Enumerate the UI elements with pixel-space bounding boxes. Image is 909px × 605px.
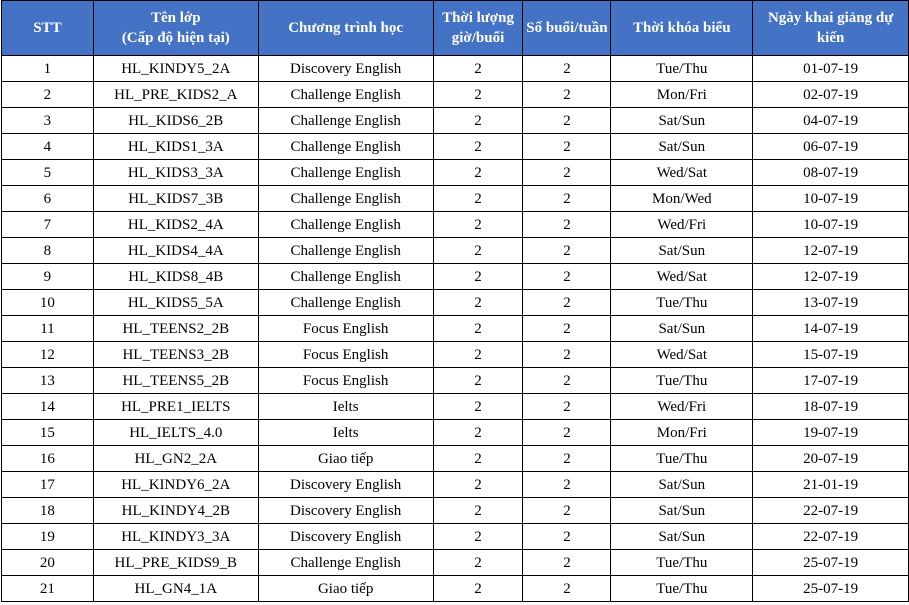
cell-start-date[interactable]: 25-07-19 xyxy=(753,550,909,576)
cell-schedule[interactable]: Sat/Sun xyxy=(611,316,753,342)
cell-schedule[interactable]: Mon/Wed xyxy=(611,186,753,212)
table-row xyxy=(2,82,909,108)
cell-stt[interactable]: 19 xyxy=(2,524,94,550)
cell-program[interactable]: Focus English xyxy=(258,342,433,368)
cell-duration[interactable]: 2 xyxy=(433,316,523,342)
cell-program[interactable]: Challenge English xyxy=(258,290,433,316)
cell-duration[interactable]: 2 xyxy=(433,160,523,186)
cell-stt[interactable]: 21 xyxy=(2,576,94,602)
cell-sessions[interactable]: 2 xyxy=(523,550,611,576)
cell-program[interactable]: Giao tiếp xyxy=(258,576,433,602)
table-row xyxy=(2,264,909,290)
cell-schedule[interactable]: Wed/Sat xyxy=(611,342,753,368)
cell-sessions[interactable]: 2 xyxy=(523,576,611,602)
cell-stt[interactable]: 13 xyxy=(2,368,94,394)
cell-program[interactable]: Focus English xyxy=(258,368,433,394)
cell-start-date[interactable]: 14-07-19 xyxy=(753,316,909,342)
cell-duration[interactable]: 2 xyxy=(433,342,523,368)
cell-start-date[interactable]: 01-07-19 xyxy=(753,56,909,82)
cell-duration[interactable]: 2 xyxy=(433,82,523,108)
cell-class-name[interactable]: HL_KIDS2_4A xyxy=(93,212,258,238)
cell-start-date[interactable]: 20-07-19 xyxy=(753,446,909,472)
cell-sessions[interactable]: 2 xyxy=(523,420,611,446)
cell-stt[interactable]: 3 xyxy=(2,108,94,134)
cell-duration[interactable]: 2 xyxy=(433,212,523,238)
table-row xyxy=(2,186,909,212)
cell-class-name[interactable]: HL_KIDS4_4A xyxy=(93,238,258,264)
cell-schedule[interactable]: Tue/Thu xyxy=(611,368,753,394)
cell-program[interactable]: Challenge English xyxy=(258,82,433,108)
cell-duration[interactable]: 2 xyxy=(433,394,523,420)
cell-class-name[interactable]: HL_KINDY4_2B xyxy=(93,498,258,524)
cell-sessions[interactable]: 2 xyxy=(523,472,611,498)
table-row xyxy=(2,160,909,186)
cell-sessions[interactable]: 2 xyxy=(523,446,611,472)
table-row xyxy=(2,472,909,498)
table-row xyxy=(2,446,909,472)
cell-start-date[interactable]: 19-07-19 xyxy=(753,420,909,446)
cell-program[interactable]: Challenge English xyxy=(258,108,433,134)
cell-start-date[interactable]: 04-07-19 xyxy=(753,108,909,134)
cell-stt[interactable]: 10 xyxy=(2,290,94,316)
cell-program[interactable]: Discovery English xyxy=(258,472,433,498)
cell-sessions[interactable]: 2 xyxy=(523,264,611,290)
cell-sessions[interactable]: 2 xyxy=(523,316,611,342)
cell-start-date[interactable]: 17-07-19 xyxy=(753,368,909,394)
cell-stt[interactable]: 4 xyxy=(2,134,94,160)
cell-class-name[interactable]: HL_KIDS8_4B xyxy=(93,264,258,290)
header-sessions[interactable]: Số buổi/tuần xyxy=(523,1,611,56)
cell-start-date[interactable]: 22-07-19 xyxy=(753,524,909,550)
cell-duration[interactable]: 2 xyxy=(433,446,523,472)
cell-start-date[interactable]: 10-07-19 xyxy=(753,212,909,238)
cell-duration[interactable]: 2 xyxy=(433,108,523,134)
cell-schedule[interactable]: Sat/Sun xyxy=(611,472,753,498)
cell-start-date[interactable]: 21-01-19 xyxy=(753,472,909,498)
cell-program[interactable]: Challenge English xyxy=(258,134,433,160)
cell-duration[interactable]: 2 xyxy=(433,368,523,394)
cell-schedule[interactable]: Sat/Sun xyxy=(611,238,753,264)
cell-class-name[interactable]: HL_GN2_2A xyxy=(93,446,258,472)
cell-stt[interactable]: 7 xyxy=(2,212,94,238)
cell-sessions[interactable]: 2 xyxy=(523,524,611,550)
table-row xyxy=(2,498,909,524)
cell-sessions[interactable]: 2 xyxy=(523,186,611,212)
cell-stt[interactable]: 15 xyxy=(2,420,94,446)
cell-duration[interactable]: 2 xyxy=(433,264,523,290)
cell-class-name[interactable]: HL_TEENS2_2B xyxy=(93,316,258,342)
cell-schedule[interactable]: Tue/Thu xyxy=(611,56,753,82)
cell-class-name[interactable]: HL_PRE1_IELTS xyxy=(93,394,258,420)
cell-class-name[interactable]: HL_KIDS3_3A xyxy=(93,160,258,186)
table-row xyxy=(2,134,909,160)
cell-program[interactable]: Discovery English xyxy=(258,524,433,550)
cell-class-name[interactable]: HL_KINDY6_2A xyxy=(93,472,258,498)
cell-duration[interactable]: 2 xyxy=(433,134,523,160)
cell-stt[interactable]: 11 xyxy=(2,316,94,342)
table-row xyxy=(2,238,909,264)
cell-program[interactable]: Challenge English xyxy=(258,186,433,212)
cell-duration[interactable]: 2 xyxy=(433,56,523,82)
header-class-name[interactable]: Tên lớp (Cấp độ hiện tại) xyxy=(93,1,258,56)
cell-sessions[interactable]: 2 xyxy=(523,368,611,394)
table-row xyxy=(2,394,909,420)
cell-sessions[interactable]: 2 xyxy=(523,238,611,264)
cell-schedule[interactable]: Wed/Fri xyxy=(611,212,753,238)
cell-schedule[interactable]: Tue/Thu xyxy=(611,446,753,472)
cell-start-date[interactable]: 15-07-19 xyxy=(753,342,909,368)
cell-program[interactable]: Ielts xyxy=(258,420,433,446)
cell-duration[interactable]: 2 xyxy=(433,290,523,316)
cell-sessions[interactable]: 2 xyxy=(523,290,611,316)
cell-duration[interactable]: 2 xyxy=(433,186,523,212)
cell-start-date[interactable]: 25-07-19 xyxy=(753,576,909,602)
cell-sessions[interactable]: 2 xyxy=(523,342,611,368)
cell-program[interactable]: Challenge English xyxy=(258,160,433,186)
cell-start-date[interactable]: 13-07-19 xyxy=(753,290,909,316)
cell-class-name[interactable]: HL_KINDY3_3A xyxy=(93,524,258,550)
cell-stt[interactable]: 16 xyxy=(2,446,94,472)
cell-stt[interactable]: 17 xyxy=(2,472,94,498)
cell-schedule[interactable]: Mon/Fri xyxy=(611,420,753,446)
cell-duration[interactable]: 2 xyxy=(433,472,523,498)
cell-sessions[interactable]: 2 xyxy=(523,108,611,134)
cell-class-name[interactable]: HL_TEENS5_2B xyxy=(93,368,258,394)
cell-start-date[interactable]: 22-07-19 xyxy=(753,498,909,524)
header-row xyxy=(2,1,909,56)
cell-start-date[interactable]: 08-07-19 xyxy=(753,160,909,186)
cell-class-name[interactable]: HL_KINDY5_2A xyxy=(93,56,258,82)
cell-start-date[interactable]: 12-07-19 xyxy=(753,264,909,290)
class-schedule-table xyxy=(1,0,909,602)
cell-program[interactable]: Challenge English xyxy=(258,212,433,238)
cell-sessions[interactable]: 2 xyxy=(523,394,611,420)
cell-stt[interactable]: 5 xyxy=(2,160,94,186)
cell-class-name[interactable]: HL_GN4_1A xyxy=(93,576,258,602)
cell-duration[interactable]: 2 xyxy=(433,550,523,576)
cell-schedule[interactable]: Wed/Sat xyxy=(611,264,753,290)
cell-start-date[interactable]: 12-07-19 xyxy=(753,238,909,264)
table-row xyxy=(2,576,909,602)
cell-schedule[interactable]: Sat/Sun xyxy=(611,524,753,550)
cell-sessions[interactable]: 2 xyxy=(523,56,611,82)
table-row xyxy=(2,56,909,82)
cell-program[interactable]: Challenge English xyxy=(258,238,433,264)
cell-program[interactable]: Focus English xyxy=(258,316,433,342)
table-header xyxy=(2,1,909,56)
cell-duration[interactable]: 2 xyxy=(433,524,523,550)
cell-stt[interactable]: 14 xyxy=(2,394,94,420)
cell-stt[interactable]: 2 xyxy=(2,82,94,108)
cell-start-date[interactable]: 02-07-19 xyxy=(753,82,909,108)
cell-class-name[interactable]: HL_KIDS6_2B xyxy=(93,108,258,134)
cell-start-date[interactable]: 18-07-19 xyxy=(753,394,909,420)
cell-schedule[interactable]: Mon/Fri xyxy=(611,82,753,108)
cell-stt[interactable]: 20 xyxy=(2,550,94,576)
header-schedule[interactable]: Thời khóa biểu xyxy=(611,1,753,56)
cell-duration[interactable]: 2 xyxy=(433,498,523,524)
table-row xyxy=(2,212,909,238)
class-schedule-sheet xyxy=(1,0,909,602)
cell-program[interactable]: Challenge English xyxy=(258,550,433,576)
header-start-date[interactable]: Ngày khai giảng dự kiến xyxy=(753,1,909,56)
cell-program[interactable]: Giao tiếp xyxy=(258,446,433,472)
cell-schedule[interactable]: Sat/Sun xyxy=(611,108,753,134)
cell-stt[interactable]: 8 xyxy=(2,238,94,264)
table-row xyxy=(2,524,909,550)
cell-schedule[interactable]: Tue/Thu xyxy=(611,550,753,576)
cell-schedule[interactable]: Tue/Thu xyxy=(611,576,753,602)
cell-start-date[interactable]: 06-07-19 xyxy=(753,134,909,160)
cell-stt[interactable]: 18 xyxy=(2,498,94,524)
cell-duration[interactable]: 2 xyxy=(433,420,523,446)
cell-class-name[interactable]: HL_PRE_KIDS2_A xyxy=(93,82,258,108)
cell-program[interactable]: Discovery English xyxy=(258,56,433,82)
cell-class-name[interactable]: HL_TEENS3_2B xyxy=(93,342,258,368)
table-row xyxy=(2,316,909,342)
cell-class-name[interactable]: HL_PRE_KIDS9_B xyxy=(93,550,258,576)
table-row xyxy=(2,342,909,368)
cell-stt[interactable]: 6 xyxy=(2,186,94,212)
cell-sessions[interactable]: 2 xyxy=(523,82,611,108)
cell-stt[interactable]: 9 xyxy=(2,264,94,290)
cell-class-name[interactable]: HL_KIDS7_3B xyxy=(93,186,258,212)
cell-sessions[interactable]: 2 xyxy=(523,498,611,524)
cell-stt[interactable]: 1 xyxy=(2,56,94,82)
table-row xyxy=(2,550,909,576)
cell-sessions[interactable]: 2 xyxy=(523,160,611,186)
cell-sessions[interactable]: 2 xyxy=(523,212,611,238)
cell-duration[interactable]: 2 xyxy=(433,576,523,602)
cell-sessions[interactable]: 2 xyxy=(523,134,611,160)
cell-schedule[interactable]: Wed/Sat xyxy=(611,160,753,186)
cell-program[interactable]: Ielts xyxy=(258,394,433,420)
header-stt[interactable]: STT xyxy=(2,1,94,56)
cell-class-name[interactable]: HL_KIDS1_3A xyxy=(93,134,258,160)
table-row xyxy=(2,420,909,446)
table-body xyxy=(2,56,909,602)
cell-schedule[interactable]: Sat/Sun xyxy=(611,134,753,160)
cell-schedule[interactable]: Sat/Sun xyxy=(611,498,753,524)
cell-duration[interactable]: 2 xyxy=(433,238,523,264)
cell-program[interactable]: Discovery English xyxy=(258,498,433,524)
cell-program[interactable]: Challenge English xyxy=(258,264,433,290)
table-row xyxy=(2,368,909,394)
cell-stt[interactable]: 12 xyxy=(2,342,94,368)
cell-schedule[interactable]: Wed/Fri xyxy=(611,394,753,420)
table-row xyxy=(2,108,909,134)
cell-class-name[interactable]: HL_IELTS_4.0 xyxy=(93,420,258,446)
header-program[interactable]: Chương trình học xyxy=(258,1,433,56)
cell-class-name[interactable]: HL_KIDS5_5A xyxy=(93,290,258,316)
cell-schedule[interactable]: Tue/Thu xyxy=(611,290,753,316)
table-row xyxy=(2,290,909,316)
header-duration[interactable]: Thời lượng giờ/buổi xyxy=(433,1,523,56)
cell-start-date[interactable]: 10-07-19 xyxy=(753,186,909,212)
